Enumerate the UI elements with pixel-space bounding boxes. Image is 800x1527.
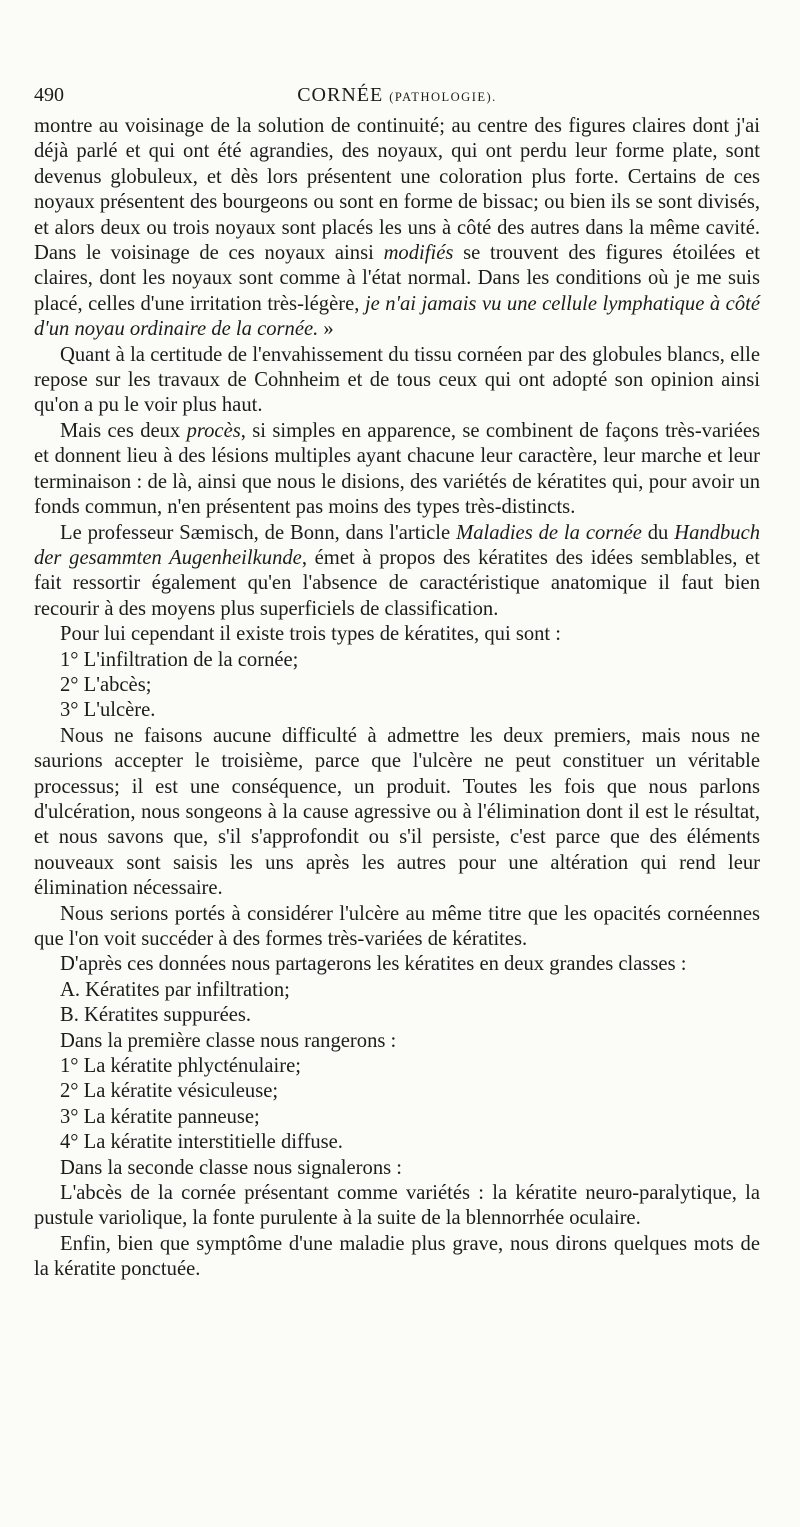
page-header (34, 80, 760, 114)
running-head (34, 84, 760, 107)
paragraph-abces: L'abcès de la cornée présentant comme variétés : la kératite neuro-paralytique, la pustule variolique, la fonte purulente à la suite de la blennorrhée oculaire. (34, 1182, 760, 1230)
paragraph-first-class: Dans la première classe nous rangerons : (60, 1029, 397, 1052)
book-page (34, 80, 760, 1283)
text-run: , si simples en apparence, se combinent de façons très-variées et donnent lieu à des lésions multiples ayant chacune leur caractère, leur marche et leur terminaison : de là, ainsi que nous le disions, des variétés de kératites qui, pour avoir un fonds commun, n'en présentent pas moins des types très-distincts. (34, 419, 760, 519)
text-run: Le professeur Sæmisch, de Bonn, dans l'article (60, 521, 457, 544)
running-head-subtitle: (PATHOLOGIE). (389, 90, 497, 104)
paragraph-second-class: Dans la seconde classe nous signalerons : (60, 1156, 402, 1179)
page-number: 490 (34, 84, 64, 106)
list-item: 3° L'ulcère. (60, 699, 156, 722)
paragraph-ulcere: Nous ne faisons aucune difficulté à admettre les deux premiers, mais nous ne saurions accepter le troisième, parce que l'ulcère ne peut constituer un véritable processus; il est une conséquence, un produit. Toutes les fois que nous parlons d'ulcération, nous songeons à la cause agressive ou à l'élimination dont il est le résultat, et nous savons que, s'il s'approfondit ou s'il persiste, c'est parce que des éléments nouveaux sont saisis les uns après les autres pour une altération qui rend leur élimination nécessaire. (34, 724, 760, 900)
paragraph-certitude: Quant à la certitude de l'envahissement du tissu cornéen par des globules blancs, elle repose sur les travaux de Cohnheim et de tous ceux qui ont adopté son opinion ainsi qu'on a pu le voir plus haut. (34, 343, 760, 417)
paragraph-proces (34, 419, 760, 521)
emphasis: Handbuch der gesammten Augenheilkunde (34, 521, 761, 569)
emphasis: je n'ai jamais vu une cellule lymphatique à côté d'un noyau ordinaire de la cornée. (34, 292, 760, 341)
list-item: 1° La kératite phlycténulaire; (60, 1055, 301, 1078)
emphasis: modifiés (383, 242, 454, 265)
running-head-title: CORNÉE (297, 84, 384, 106)
list-item: B. Kératites suppurées. (60, 1004, 252, 1027)
list-item: 3° La kératite panneuse; (60, 1105, 260, 1128)
list-item: 4° La kératite interstitielle diffuse. (60, 1131, 343, 1154)
text-run: , émet à propos des kératites des idées semblables, et fait ressortir également qu'en l'absence de caractéristique anatomique il faut bien recourir à des moyens plus superficiels de classification. (34, 546, 760, 620)
list-item: 2° L'abcès; (60, 673, 152, 696)
list-item: 1° L'infiltration de la cornée; (60, 648, 299, 671)
text-run: montre au voisinage de la solution de continuité; au centre des figures claires dont j'ai déjà parlé et qui ont été agrandies, des noyaux, qui ont perdu leur forme plate, sont devenus globuleux, et dès lors présentent une coloration plus forte. Certains de ces noyaux présentent des bourgeons ou sont en forme de bissac; ou bien ils se sont divisés, et alors deux ou trois noyaux sont placés les uns à côté des autres dans la même cavité. Dans le voisinage de ces noyaux ainsi (34, 115, 760, 265)
text-run: » (318, 318, 334, 341)
paragraph-saemisch (34, 521, 760, 623)
paragraph-opacites: Nous serions portés à considérer l'ulcère au même titre que les opacités cornéennes que l'on voit succéder à des formes très-variées de kératites. (34, 902, 760, 950)
text-run: Mais ces deux (60, 419, 187, 442)
paragraph-quote-end (34, 114, 760, 343)
text-run: se trouvent des figures étoilées et claires, dont les noyaux sont comme à l'état normal. Dans les conditions où je me suis placé, celles d'une irritation très-légère, (34, 242, 760, 315)
paragraph-types-intro: Pour lui cependant il existe trois types de kératites, qui sont : (60, 623, 562, 646)
paragraph-classes-intro: D'après ces données nous partagerons les kératites en deux grandes classes : (60, 953, 687, 976)
body-text (34, 114, 760, 1283)
list-item: A. Kératites par infiltration; (60, 978, 290, 1001)
list-item: 2° La kératite vésiculeuse; (60, 1080, 279, 1103)
emphasis: Maladies de la cornée (456, 521, 642, 544)
text-run: du (641, 521, 675, 544)
paragraph-ponctuee: Enfin, bien que symptôme d'une maladie plus grave, nous dirons quelques mots de la kératite ponctuée. (34, 1232, 760, 1281)
emphasis: procès (186, 419, 241, 442)
